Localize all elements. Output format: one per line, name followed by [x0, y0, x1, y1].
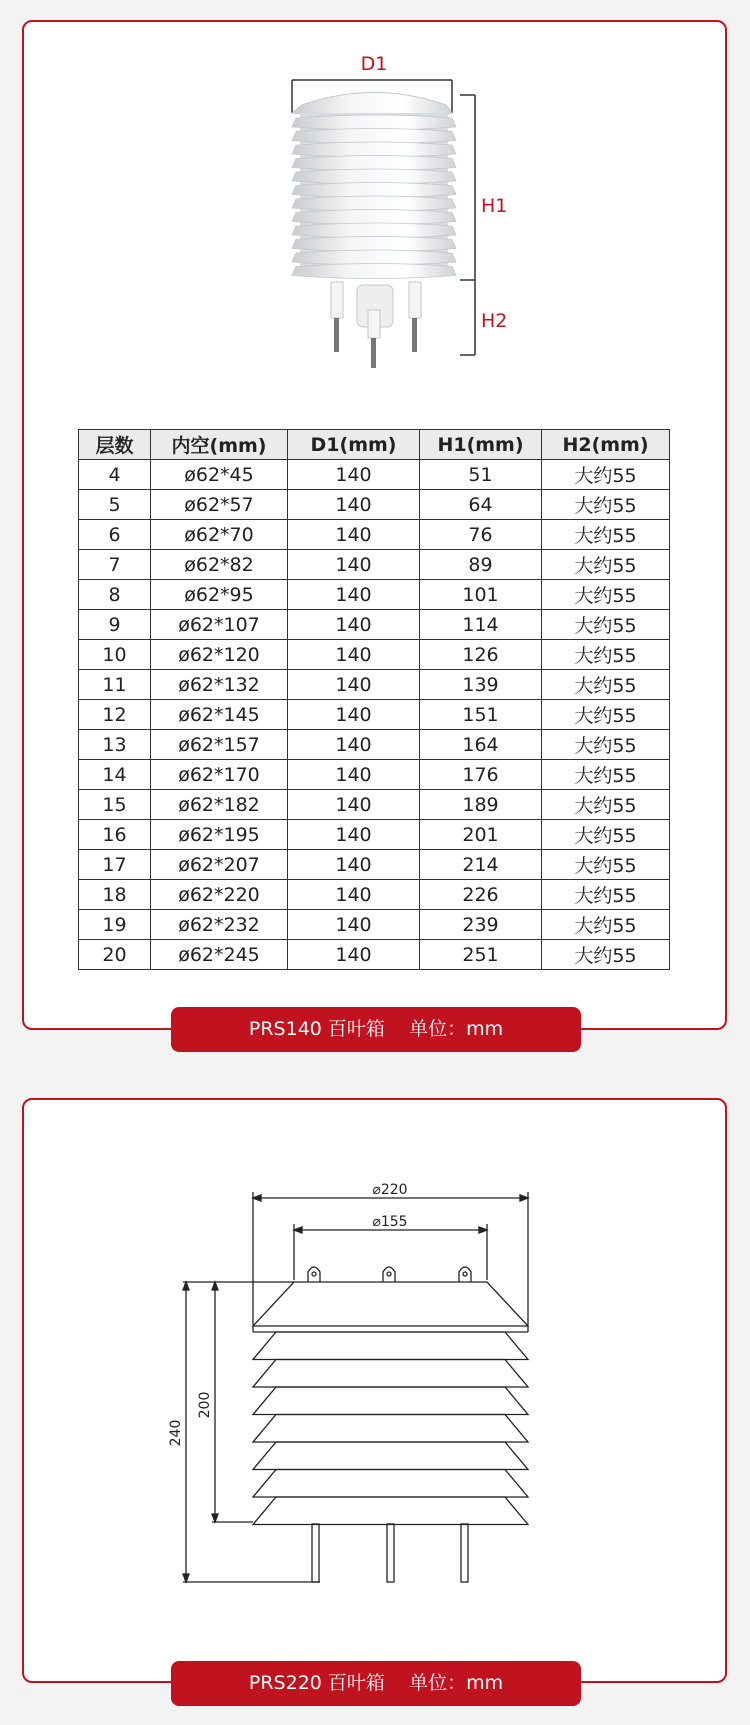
- inner-diameter-label: ⌀155: [372, 1214, 408, 1230]
- cell-h1: 139: [420, 670, 542, 700]
- cell-h2: 大约55: [542, 910, 670, 940]
- d1-label: D1: [360, 53, 388, 75]
- cell-inner-space: ø62*220: [151, 880, 288, 910]
- cell-d1: 140: [288, 910, 420, 940]
- cell-h2: 大约55: [542, 940, 670, 970]
- cell-d1: 140: [288, 670, 420, 700]
- outer-diameter-label: ⌀220: [372, 1182, 408, 1198]
- table-row: [79, 760, 670, 790]
- table-row: [79, 910, 670, 940]
- h1-label: H1: [481, 195, 508, 217]
- body-height-label: 200: [197, 1391, 213, 1419]
- cell-d1: 140: [288, 460, 420, 490]
- cell-layers: 17: [79, 850, 151, 880]
- cell-d1: 140: [288, 730, 420, 760]
- cell-d1: 140: [288, 940, 420, 970]
- cell-layers: 12: [79, 700, 151, 730]
- table-row: [79, 850, 670, 880]
- cell-d1: 140: [288, 580, 420, 610]
- cell-layers: 13: [79, 730, 151, 760]
- table-row: [79, 700, 670, 730]
- cell-inner-space: ø62*132: [151, 670, 288, 700]
- cell-d1: 140: [288, 490, 420, 520]
- cell-h1: 239: [420, 910, 542, 940]
- cell-h2: 大约55: [542, 670, 670, 700]
- louver-shield-body: [292, 93, 456, 369]
- cell-h1: 201: [420, 820, 542, 850]
- cell-h2: 大约55: [542, 640, 670, 670]
- cell-layers: 4: [79, 460, 151, 490]
- table-row: [79, 550, 670, 580]
- cell-inner-space: ø62*157: [151, 730, 288, 760]
- table-row: [79, 610, 670, 640]
- cell-d1: 140: [288, 850, 420, 880]
- cell-inner-space: ø62*245: [151, 940, 288, 970]
- cell-d1: 140: [288, 700, 420, 730]
- table-row: [79, 730, 670, 760]
- cell-h1: 89: [420, 550, 542, 580]
- prs140-caption: PRS140 百叶箱 单位：mm: [171, 1007, 581, 1052]
- cell-d1: 140: [288, 880, 420, 910]
- table-row: [79, 640, 670, 670]
- cell-inner-space: ø62*182: [151, 790, 288, 820]
- table-row: [79, 790, 670, 820]
- cell-h2: 大约55: [542, 460, 670, 490]
- cell-inner-space: ø62*120: [151, 640, 288, 670]
- cell-h2: 大约55: [542, 820, 670, 850]
- h2-label: H2: [481, 310, 508, 332]
- table-row: [79, 820, 670, 850]
- cell-inner-space: ø62*145: [151, 700, 288, 730]
- cell-h1: 51: [420, 460, 542, 490]
- cell-d1: 140: [288, 760, 420, 790]
- cell-h2: 大约55: [542, 850, 670, 880]
- prs220-technical-drawing: [0, 1150, 750, 1620]
- prs140-product-illustration: [0, 0, 750, 420]
- cell-layers: 9: [79, 610, 151, 640]
- cell-inner-space: ø62*170: [151, 760, 288, 790]
- cell-layers: 6: [79, 520, 151, 550]
- cell-h2: 大约55: [542, 610, 670, 640]
- cell-inner-space: ø62*95: [151, 580, 288, 610]
- height-dimensions: [183, 1282, 320, 1582]
- cell-inner-space: ø62*232: [151, 910, 288, 940]
- cell-layers: 16: [79, 820, 151, 850]
- cell-layers: 19: [79, 910, 151, 940]
- table-row: [79, 490, 670, 520]
- cell-d1: 140: [288, 640, 420, 670]
- cell-layers: 11: [79, 670, 151, 700]
- table-row: [79, 880, 670, 910]
- cell-inner-space: ø62*107: [151, 610, 288, 640]
- cell-h2: 大约55: [542, 790, 670, 820]
- height-dimension-bracket: [460, 95, 475, 355]
- header-layers: 层数: [79, 430, 151, 460]
- cell-h1: 189: [420, 790, 542, 820]
- table-row: [79, 940, 670, 970]
- cell-inner-space: ø62*57: [151, 490, 288, 520]
- prs220-caption: PRS220 百叶箱 单位：mm: [171, 1661, 581, 1706]
- table-row: [79, 520, 670, 550]
- header-h2: H2(mm): [542, 430, 670, 460]
- cell-inner-space: ø62*195: [151, 820, 288, 850]
- cell-d1: 140: [288, 610, 420, 640]
- cell-layers: 15: [79, 790, 151, 820]
- cell-layers: 10: [79, 640, 151, 670]
- cell-h2: 大约55: [542, 880, 670, 910]
- cell-h2: 大约55: [542, 700, 670, 730]
- cell-inner-space: ø62*70: [151, 520, 288, 550]
- table-header-row: [79, 430, 670, 460]
- prs140-spec-table: [78, 429, 670, 970]
- cell-layers: 8: [79, 580, 151, 610]
- inner-diameter-dimension: [294, 1224, 487, 1280]
- table-row: [79, 670, 670, 700]
- top-cap: [253, 1282, 528, 1332]
- cell-h1: 226: [420, 880, 542, 910]
- header-inner-space: 内空(mm): [151, 430, 288, 460]
- cell-inner-space: ø62*207: [151, 850, 288, 880]
- cell-h1: 64: [420, 490, 542, 520]
- cell-h2: 大约55: [542, 760, 670, 790]
- cell-h1: 76: [420, 520, 542, 550]
- cell-layers: 7: [79, 550, 151, 580]
- louver-plates: [253, 1332, 528, 1525]
- cell-d1: 140: [288, 790, 420, 820]
- support-legs: [312, 1524, 468, 1582]
- cell-inner-space: ø62*82: [151, 550, 288, 580]
- cell-h2: 大约55: [542, 550, 670, 580]
- cell-h1: 114: [420, 610, 542, 640]
- cell-d1: 140: [288, 820, 420, 850]
- header-h1: H1(mm): [420, 430, 542, 460]
- header-d1: D1(mm): [288, 430, 420, 460]
- cell-h1: 176: [420, 760, 542, 790]
- cell-h2: 大约55: [542, 580, 670, 610]
- cell-h1: 101: [420, 580, 542, 610]
- cell-d1: 140: [288, 520, 420, 550]
- cell-layers: 14: [79, 760, 151, 790]
- cell-layers: 18: [79, 880, 151, 910]
- cell-layers: 20: [79, 940, 151, 970]
- mounting-bolts: [308, 1267, 471, 1282]
- cell-h2: 大约55: [542, 520, 670, 550]
- total-height-label: 240: [168, 1419, 184, 1447]
- cell-h1: 151: [420, 700, 542, 730]
- cell-h1: 126: [420, 640, 542, 670]
- cell-d1: 140: [288, 550, 420, 580]
- cell-h2: 大约55: [542, 490, 670, 520]
- cell-h1: 164: [420, 730, 542, 760]
- cell-inner-space: ø62*45: [151, 460, 288, 490]
- table-row: [79, 460, 670, 490]
- cell-h1: 214: [420, 850, 542, 880]
- table-row: [79, 580, 670, 610]
- cell-h2: 大约55: [542, 730, 670, 760]
- cell-layers: 5: [79, 490, 151, 520]
- cell-h1: 251: [420, 940, 542, 970]
